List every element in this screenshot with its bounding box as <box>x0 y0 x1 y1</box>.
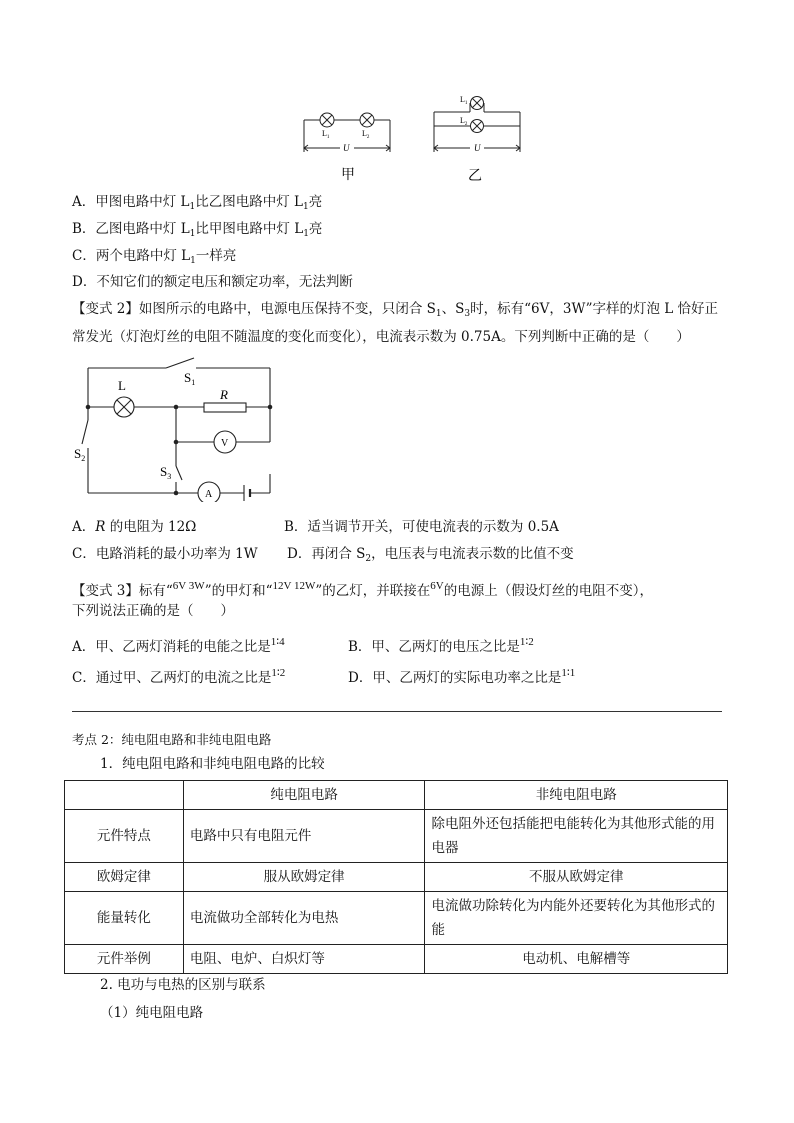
switch-s3-icon <box>176 466 182 480</box>
table-row <box>65 945 728 974</box>
table-cell: 元件举例 <box>65 945 184 974</box>
q2-option-d[interactable]: D．再闭合 $S_2$，电压表与电流表示数的比值不变 <box>287 546 574 564</box>
switch-s2-icon <box>82 420 88 444</box>
comparison-table <box>64 780 728 974</box>
table-cell: 欧姆定律 <box>65 863 184 892</box>
switch-s1-icon <box>166 358 194 368</box>
lamp-l-label: L <box>118 378 126 393</box>
section-divider <box>72 711 722 712</box>
table-cell: 电阻、电炉、白炽灯等 <box>183 945 425 974</box>
subheading-comparison: 1．纯电阻电路和非纯电阻电路的比较 <box>100 756 325 772</box>
q1-option-d[interactable]: D．不知它们的额定电压和额定功率，无法判断 <box>72 274 353 290</box>
table-cell: 元件特点 <box>65 810 184 863</box>
q2-circuit-diagram <box>72 354 282 502</box>
voltmeter-v-label: V <box>221 438 229 449</box>
q2-stem-line2: 常发光（灯泡灯丝的电阻不随温度的变化而变化），电流表示数为 0.75A。下列判断中正确的是（ ） <box>72 329 690 345</box>
table-cell: 能量转化 <box>65 892 184 945</box>
table-header-cell: 非纯电阻电路 <box>425 781 728 810</box>
series-u-label: U <box>343 143 350 153</box>
table-cell: 电流做功全部转化为电热 <box>183 892 425 945</box>
section-title: 考点 2：纯电阻电路和非纯电阻电路 <box>72 732 272 747</box>
table-row <box>65 863 728 892</box>
table-row <box>65 892 728 945</box>
series-l2-label: $L_2$ <box>362 129 370 140</box>
q2-option-b[interactable]: B．适当调节开关，可使电流表的示数为 0.5A <box>284 519 559 535</box>
ammeter-a-label: A <box>205 489 213 500</box>
table-header-cell: 纯电阻电路 <box>183 781 425 810</box>
q3-option-d[interactable]: D．甲、乙两灯的实际电功率之比是$^{1∶1}$ <box>348 667 576 686</box>
q2-option-a[interactable]: A．R 的电阻为 12Ω <box>72 519 197 535</box>
resistor-r-label: R <box>220 387 228 402</box>
caption-jia: 甲 <box>341 168 355 183</box>
table-cell: 不服从欧姆定律 <box>425 863 728 892</box>
subheading-pure-resistive: （1）纯电阻电路 <box>100 1005 204 1021</box>
s1-label: $S_1$ <box>184 370 196 387</box>
resistor-icon <box>204 403 246 412</box>
q2-stem-line1: 【变式 2】如图所示的电路中，电源电压保持不变，只闭合 $S_1$、$S_3$时，标有“6V，3W”字样的灯泡 L 恰好正 <box>72 301 719 319</box>
q3-option-a[interactable]: A．甲、乙两灯消耗的电能之比是$^{1∶4}$ <box>72 636 285 655</box>
table-row <box>65 810 728 863</box>
s2-label: $S_2$ <box>74 446 86 463</box>
table-cell: 服从欧姆定律 <box>183 863 425 892</box>
q3-stem-line1: 【变式 3】标有“$^{6V 3W}$”的甲灯和“$^{12V 12W}$”的乙灯，并联接在$^{6V}$的电源上（假设灯丝的电阻不变）， <box>72 580 653 599</box>
table-header-row <box>65 781 728 810</box>
series-l1-label: $L_1$ <box>322 129 330 140</box>
q3-option-b[interactable]: B．甲、乙两灯的电压之比是$^{1∶2}$ <box>348 636 534 655</box>
parallel-l2-label: $L_2$ <box>460 116 468 127</box>
table-header-cell <box>65 781 184 810</box>
parallel-l1-label: $L_1$ <box>460 95 468 106</box>
parallel-u-label: U <box>474 143 481 153</box>
figure-series-parallel-circuits <box>290 90 540 190</box>
table-cell: 电动机、电解槽等 <box>425 945 728 974</box>
q1-option-c[interactable]: C．两个电路中灯 $L_1$一样亮 <box>72 248 237 266</box>
caption-yi: 乙 <box>468 169 482 184</box>
subheading-work-heat: 2. 电功与电热的区别与联系 <box>100 977 266 993</box>
q1-option-b[interactable]: B．乙图电路中灯 $L_1$比甲图电路中灯 $L_1$亮 <box>72 221 323 239</box>
table-cell: 电流做功除转化为内能外还要转化为其他形式的能 <box>425 892 728 945</box>
q2-option-c[interactable]: C．电路消耗的最小功率为 1W <box>72 546 258 562</box>
q1-option-a[interactable]: A．甲图电路中灯 $L_1$比乙图电路中灯 $L_1$亮 <box>72 194 323 212</box>
table-cell: 电路中只有电阻元件 <box>183 810 425 863</box>
table-cell: 除电阻外还包括能把电能转化为其他形式能的用电器 <box>425 810 728 863</box>
s3-label: $S_3$ <box>160 464 172 481</box>
q3-stem-line2: 下列说法正确的是（ ） <box>72 603 234 619</box>
q3-option-c[interactable]: C．通过甲、乙两灯的电流之比是$^{1∶2}$ <box>72 667 286 686</box>
